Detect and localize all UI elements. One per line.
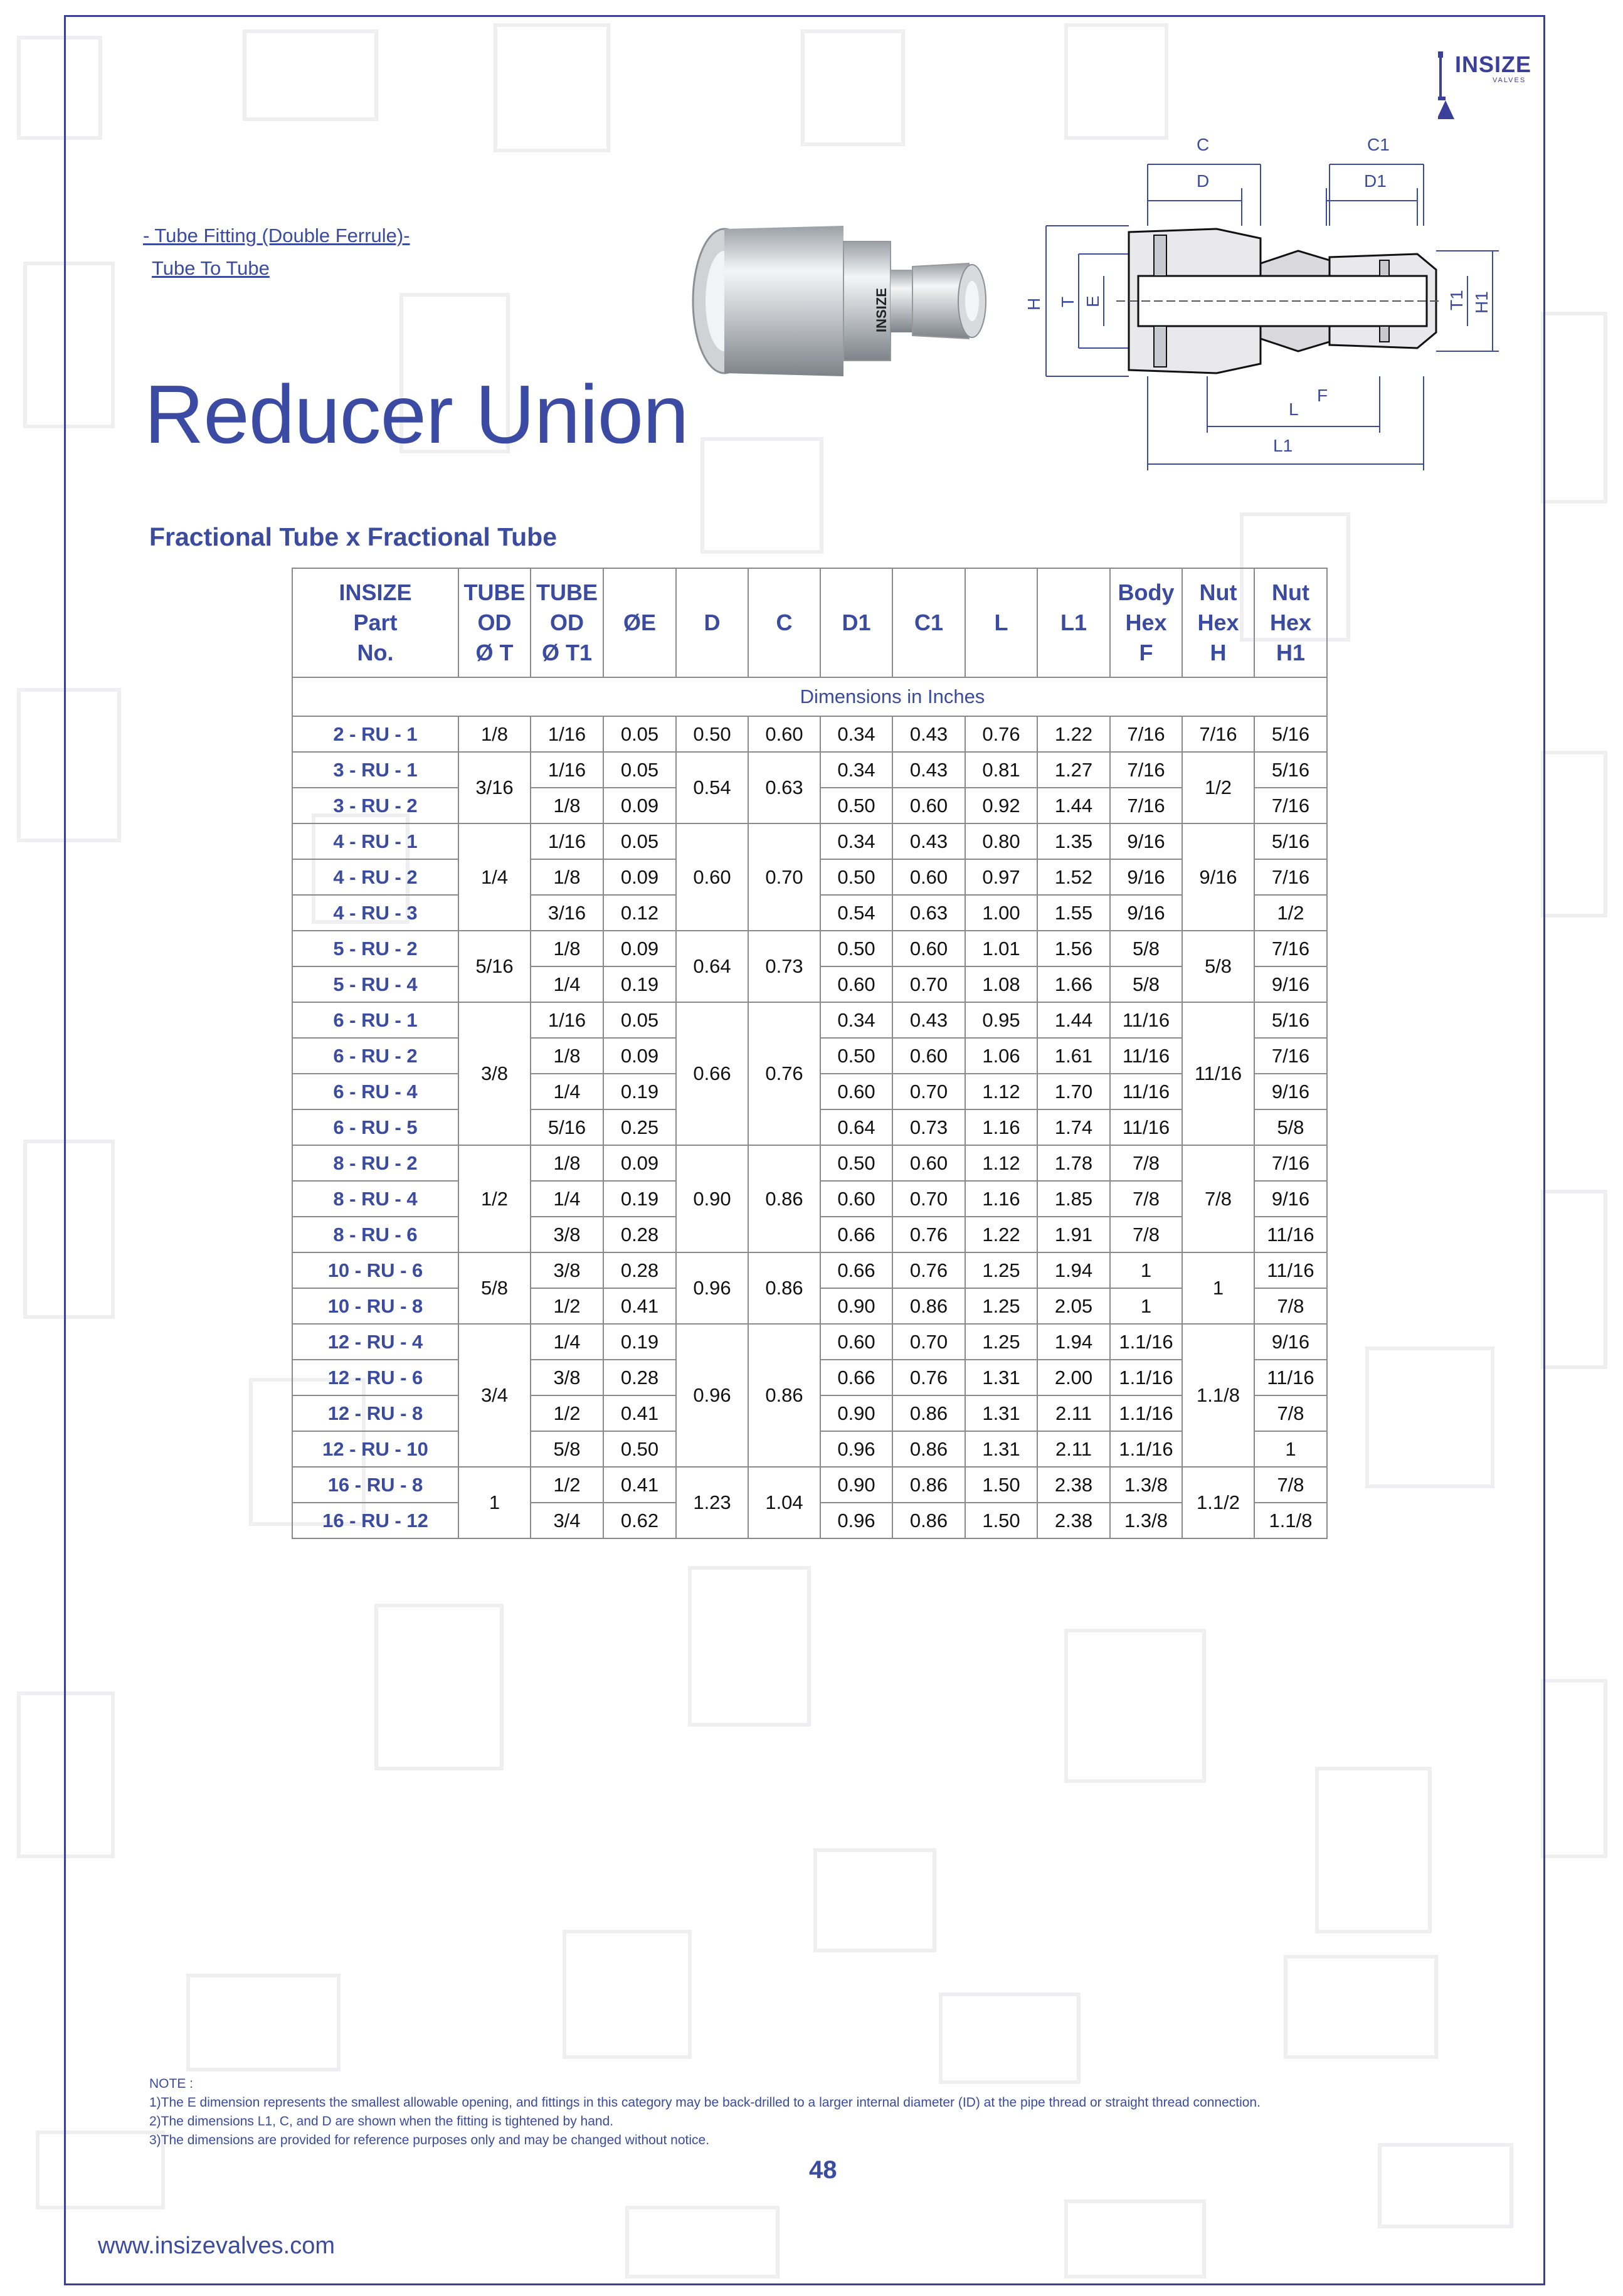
dim-l: 1.50 — [965, 1467, 1037, 1503]
dim-l1: 2.38 — [1037, 1503, 1110, 1538]
tube-od-t: 3/16 — [458, 752, 531, 823]
nut-hex-h1: 5/16 — [1254, 716, 1327, 752]
dim-label-l1: L1 — [1273, 436, 1293, 455]
dim-l1: 1.94 — [1037, 1324, 1110, 1360]
nut-hex-h: 1 — [1182, 1252, 1254, 1324]
body-hex-f: 11/16 — [1110, 1002, 1182, 1038]
dim-l: 0.97 — [965, 859, 1037, 895]
dim-c1: 0.73 — [892, 1109, 965, 1145]
part-number[interactable]: 12 - RU - 8 — [292, 1395, 458, 1431]
part-number[interactable]: 16 - RU - 12 — [292, 1503, 458, 1538]
body-hex-f: 7/16 — [1110, 788, 1182, 823]
nut-hex-h: 5/8 — [1182, 931, 1254, 1002]
dim-l1: 1.56 — [1037, 931, 1110, 966]
nut-hex-h1: 11/16 — [1254, 1252, 1327, 1288]
tube-od-t1: 1/16 — [531, 1002, 603, 1038]
part-number[interactable]: 10 - RU - 6 — [292, 1252, 458, 1288]
tube-od-t1: 1/4 — [531, 1074, 603, 1109]
dim-l1: 2.11 — [1037, 1431, 1110, 1467]
dim-l: 1.16 — [965, 1181, 1037, 1217]
dim-d: 1.23 — [676, 1467, 748, 1538]
part-number[interactable]: 5 - RU - 2 — [292, 931, 458, 966]
dim-c1: 0.70 — [892, 1074, 965, 1109]
dim-e: 0.12 — [603, 895, 676, 931]
dim-e: 0.62 — [603, 1503, 676, 1538]
part-number[interactable]: 3 - RU - 1 — [292, 752, 458, 788]
dim-l: 0.92 — [965, 788, 1037, 823]
brand-name: INSIZE — [1455, 51, 1532, 77]
dim-d: 0.90 — [676, 1145, 748, 1252]
dim-d1: 0.50 — [820, 788, 892, 823]
dim-label-e: E — [1083, 295, 1102, 307]
nut-hex-h1: 7/16 — [1254, 859, 1327, 895]
table-spacer — [292, 677, 458, 716]
dim-l: 0.95 — [965, 1002, 1037, 1038]
dim-c: 0.60 — [748, 716, 820, 752]
dim-l1: 1.22 — [1037, 716, 1110, 752]
dim-label-c1: C1 — [1367, 135, 1390, 154]
tube-od-t1: 3/8 — [531, 1217, 603, 1252]
part-number[interactable]: 4 - RU - 1 — [292, 823, 458, 859]
nut-hex-h1: 9/16 — [1254, 966, 1327, 1002]
body-hex-f: 1.1/16 — [1110, 1324, 1182, 1360]
notes-block — [149, 2075, 1261, 2150]
dim-c1: 0.60 — [892, 931, 965, 966]
part-number[interactable]: 8 - RU - 6 — [292, 1217, 458, 1252]
tube-od-t: 3/4 — [458, 1324, 531, 1467]
dim-d1: 0.90 — [820, 1288, 892, 1324]
table-row — [292, 716, 1327, 752]
dim-d1: 0.66 — [820, 1360, 892, 1395]
photo-stamp: INSIZE — [874, 288, 889, 332]
part-number[interactable]: 5 - RU - 4 — [292, 966, 458, 1002]
tube-od-t: 5/16 — [458, 931, 531, 1002]
nut-hex-h1: 9/16 — [1254, 1181, 1327, 1217]
part-number[interactable]: 6 - RU - 5 — [292, 1109, 458, 1145]
nut-hex-h1: 7/16 — [1254, 931, 1327, 966]
dim-l1: 1.27 — [1037, 752, 1110, 788]
dim-c1: 0.60 — [892, 1038, 965, 1074]
tube-od-t1: 3/4 — [531, 1503, 603, 1538]
tube-od-t: 1 — [458, 1467, 531, 1538]
part-number[interactable]: 12 - RU - 6 — [292, 1360, 458, 1395]
dim-l1: 1.70 — [1037, 1074, 1110, 1109]
dim-l1: 1.61 — [1037, 1038, 1110, 1074]
website-link[interactable]: www.insizevalves.com — [98, 2233, 335, 2259]
dimension-drawing — [1003, 125, 1543, 477]
tube-od-t1: 1/4 — [531, 1324, 603, 1360]
dim-c: 0.86 — [748, 1252, 820, 1324]
body-hex-f: 1 — [1110, 1252, 1182, 1288]
nut-hex-h1: 7/8 — [1254, 1395, 1327, 1431]
dim-label-d: D — [1197, 171, 1210, 191]
dim-c: 0.73 — [748, 931, 820, 1002]
table-row — [292, 1145, 1327, 1181]
body-hex-f: 7/8 — [1110, 1145, 1182, 1181]
nut-hex-h1: 11/16 — [1254, 1360, 1327, 1395]
dim-d1: 0.66 — [820, 1252, 892, 1288]
dim-c1: 0.70 — [892, 1181, 965, 1217]
tube-od-t: 5/8 — [458, 1252, 531, 1324]
col-header-tube-od-t1: TUBE OD Ø T1 — [531, 568, 603, 677]
body-hex-f: 1 — [1110, 1288, 1182, 1324]
dim-l: 0.80 — [965, 823, 1037, 859]
dim-e: 0.19 — [603, 966, 676, 1002]
table-body — [292, 716, 1327, 1538]
nut-hex-h: 1.1/8 — [1182, 1324, 1254, 1467]
dim-c1: 0.86 — [892, 1288, 965, 1324]
nut-hex-h1: 5/16 — [1254, 1002, 1327, 1038]
nut-hex-h: 9/16 — [1182, 823, 1254, 931]
breadcrumb-category[interactable]: - Tube Fitting (Double Ferrule)- — [143, 225, 410, 246]
breadcrumb-subcategory[interactable]: Tube To Tube — [152, 257, 270, 279]
body-hex-f: 11/16 — [1110, 1038, 1182, 1074]
tube-od-t1: 1/2 — [531, 1467, 603, 1503]
page-number: 48 — [809, 2156, 837, 2184]
dim-d1: 0.60 — [820, 1181, 892, 1217]
nut-hex-h1: 5/16 — [1254, 823, 1327, 859]
dim-l1: 1.74 — [1037, 1109, 1110, 1145]
dim-e: 0.09 — [603, 788, 676, 823]
dim-e: 0.28 — [603, 1217, 676, 1252]
dim-c1: 0.76 — [892, 1217, 965, 1252]
dim-c: 1.04 — [748, 1467, 820, 1538]
tube-od-t: 3/8 — [458, 1002, 531, 1145]
dim-l: 0.81 — [965, 752, 1037, 788]
tube-od-t1: 3/8 — [531, 1360, 603, 1395]
dim-l: 1.25 — [965, 1252, 1037, 1288]
col-header-l1: L1 — [1037, 568, 1110, 677]
dim-e: 0.05 — [603, 752, 676, 788]
body-hex-f: 11/16 — [1110, 1074, 1182, 1109]
part-number[interactable]: 3 - RU - 2 — [292, 788, 458, 823]
dim-d1: 0.60 — [820, 1324, 892, 1360]
tube-od-t: 1/2 — [458, 1145, 531, 1252]
table-row — [292, 752, 1327, 788]
body-hex-f: 1.3/8 — [1110, 1467, 1182, 1503]
dim-l1: 1.85 — [1037, 1181, 1110, 1217]
dim-l1: 2.38 — [1037, 1467, 1110, 1503]
dim-l: 1.25 — [965, 1288, 1037, 1324]
dim-c: 0.70 — [748, 823, 820, 931]
part-number[interactable]: 16 - RU - 8 — [292, 1467, 458, 1503]
dim-l1: 1.44 — [1037, 788, 1110, 823]
body-hex-f: 5/8 — [1110, 966, 1182, 1002]
col-header-d: D — [676, 568, 748, 677]
dim-l1: 2.11 — [1037, 1395, 1110, 1431]
dim-label-h1: H1 — [1472, 291, 1491, 314]
nut-hex-h1: 7/8 — [1254, 1467, 1327, 1503]
table-row — [292, 1324, 1327, 1360]
dim-d: 0.60 — [676, 823, 748, 931]
dim-c: 0.86 — [748, 1145, 820, 1252]
nut-hex-h1: 9/16 — [1254, 1074, 1327, 1109]
dim-d1: 0.34 — [820, 752, 892, 788]
dim-d1: 0.50 — [820, 859, 892, 895]
table-row — [292, 823, 1327, 859]
dim-l1: 1.44 — [1037, 1002, 1110, 1038]
dim-label-t: T — [1058, 296, 1077, 307]
dim-l: 1.50 — [965, 1503, 1037, 1538]
dim-l: 1.06 — [965, 1038, 1037, 1074]
dim-d1: 0.90 — [820, 1467, 892, 1503]
col-header-e: ØE — [603, 568, 676, 677]
dim-d1: 0.34 — [820, 823, 892, 859]
nut-hex-h1: 7/16 — [1254, 1038, 1327, 1074]
part-number[interactable]: 6 - RU - 4 — [292, 1074, 458, 1109]
nut-hex-h1: 9/16 — [1254, 1324, 1327, 1360]
body-hex-f: 7/8 — [1110, 1181, 1182, 1217]
dim-c1: 0.70 — [892, 1324, 965, 1360]
nut-hex-h1: 1.1/8 — [1254, 1503, 1327, 1538]
col-header-c1: C1 — [892, 568, 965, 677]
nut-hex-h1: 7/8 — [1254, 1288, 1327, 1324]
dim-d: 0.96 — [676, 1324, 748, 1467]
dim-label-c: C — [1197, 135, 1210, 154]
dim-d1: 0.60 — [820, 966, 892, 1002]
dim-e: 0.41 — [603, 1467, 676, 1503]
dim-e: 0.28 — [603, 1252, 676, 1288]
dim-l: 1.31 — [965, 1431, 1037, 1467]
dim-e: 0.25 — [603, 1109, 676, 1145]
part-number[interactable]: 12 - RU - 4 — [292, 1324, 458, 1360]
dim-c1: 0.86 — [892, 1467, 965, 1503]
dim-d1: 0.34 — [820, 1002, 892, 1038]
tube-od-t1: 1/8 — [531, 1038, 603, 1074]
dim-d1: 0.96 — [820, 1431, 892, 1467]
dim-d1: 0.50 — [820, 931, 892, 966]
table-subtitle: Fractional Tube x Fractional Tube — [149, 522, 558, 551]
nut-hex-h1: 7/16 — [1254, 788, 1327, 823]
dim-c: 0.63 — [748, 752, 820, 823]
dim-d1: 0.54 — [820, 895, 892, 931]
tube-od-t1: 1/8 — [531, 1145, 603, 1181]
dim-l1: 2.00 — [1037, 1360, 1110, 1395]
dim-e: 0.41 — [603, 1288, 676, 1324]
table-row — [292, 1467, 1327, 1503]
col-header-body-hex: Body Hex F — [1110, 568, 1182, 677]
nut-hex-h1: 1/2 — [1254, 895, 1327, 931]
dim-label-l: L — [1289, 399, 1299, 419]
body-hex-f: 11/16 — [1110, 1109, 1182, 1145]
dim-label-t1: T1 — [1447, 290, 1466, 310]
dim-e: 0.19 — [603, 1074, 676, 1109]
dim-d: 0.64 — [676, 931, 748, 1002]
tube-od-t1: 1/8 — [531, 788, 603, 823]
tube-od-t1: 1/2 — [531, 1288, 603, 1324]
table-header-row — [292, 568, 1327, 677]
dim-d: 0.50 — [676, 716, 748, 752]
dim-l: 1.31 — [965, 1395, 1037, 1431]
nut-hex-h: 11/16 — [1182, 1002, 1254, 1145]
part-number[interactable]: 8 - RU - 2 — [292, 1145, 458, 1181]
dim-l: 0.76 — [965, 716, 1037, 752]
dim-c1: 0.60 — [892, 788, 965, 823]
part-number[interactable]: 2 - RU - 1 — [292, 716, 458, 752]
dim-e: 0.09 — [603, 1145, 676, 1181]
dim-c: 0.86 — [748, 1324, 820, 1467]
dim-d1: 0.60 — [820, 1074, 892, 1109]
dim-c1: 0.43 — [892, 823, 965, 859]
dim-c1: 0.70 — [892, 966, 965, 1002]
tube-od-t1: 1/8 — [531, 931, 603, 966]
dim-l: 1.22 — [965, 1217, 1037, 1252]
col-header-l: L — [965, 568, 1037, 677]
dim-l: 1.01 — [965, 931, 1037, 966]
tube-od-t1: 5/8 — [531, 1431, 603, 1467]
table-row — [292, 931, 1327, 966]
dim-e: 0.19 — [603, 1324, 676, 1360]
body-hex-f: 1.1/16 — [1110, 1395, 1182, 1431]
brand-sub: VALVES — [1493, 77, 1526, 84]
dim-e: 0.05 — [603, 1002, 676, 1038]
body-hex-f: 7/16 — [1110, 752, 1182, 788]
col-header-nut-hex-h1: Nut Hex H1 — [1254, 568, 1327, 677]
dim-l: 1.08 — [965, 966, 1037, 1002]
dim-e: 0.41 — [603, 1395, 676, 1431]
part-number[interactable]: 4 - RU - 3 — [292, 895, 458, 931]
nut-hex-h: 1.1/2 — [1182, 1467, 1254, 1538]
col-header-tube-od-t: TUBE OD Ø T — [458, 568, 531, 677]
nut-hex-h1: 5/16 — [1254, 752, 1327, 788]
dim-l1: 1.52 — [1037, 859, 1110, 895]
part-number[interactable]: 6 - RU - 1 — [292, 1002, 458, 1038]
dim-label-d1: D1 — [1364, 171, 1387, 191]
dim-c1: 0.60 — [892, 1145, 965, 1181]
tube-od-t1: 1/16 — [531, 823, 603, 859]
tube-od-t: 1/8 — [458, 716, 531, 752]
dim-l1: 2.05 — [1037, 1288, 1110, 1324]
dim-c1: 0.86 — [892, 1431, 965, 1467]
dim-e: 0.09 — [603, 1038, 676, 1074]
nut-hex-h: 7/16 — [1182, 716, 1254, 752]
dim-c1: 0.43 — [892, 716, 965, 752]
dim-e: 0.19 — [603, 1181, 676, 1217]
reducer-union-photo — [687, 210, 1025, 392]
tube-od-t1: 1/8 — [531, 859, 603, 895]
dim-d: 0.96 — [676, 1252, 748, 1324]
table-row — [292, 1252, 1327, 1288]
dim-e: 0.05 — [603, 716, 676, 752]
part-number[interactable]: 8 - RU - 4 — [292, 1181, 458, 1217]
dim-l1: 1.35 — [1037, 823, 1110, 859]
nut-hex-h1: 5/8 — [1254, 1109, 1327, 1145]
dim-l: 1.25 — [965, 1324, 1037, 1360]
nut-hex-h: 1/2 — [1182, 752, 1254, 823]
nut-hex-h1: 7/16 — [1254, 1145, 1327, 1181]
dim-e: 0.09 — [603, 859, 676, 895]
body-hex-f: 9/16 — [1110, 895, 1182, 931]
note-line-2: 2)The dimensions L1, C, and D are shown when the fitting is tightened by hand. — [149, 2114, 614, 2129]
dim-d1: 0.96 — [820, 1503, 892, 1538]
dim-l: 1.16 — [965, 1109, 1037, 1145]
dim-c1: 0.76 — [892, 1252, 965, 1288]
dim-l: 1.12 — [965, 1145, 1037, 1181]
body-hex-f: 9/16 — [1110, 859, 1182, 895]
page-title: Reducer Union — [144, 368, 689, 460]
body-hex-f: 1.1/16 — [1110, 1431, 1182, 1467]
nut-hex-h1: 1 — [1254, 1431, 1327, 1467]
dim-l: 1.31 — [965, 1360, 1037, 1395]
dim-d1: 0.34 — [820, 716, 892, 752]
tube-od-t: 1/4 — [458, 823, 531, 931]
tube-od-t1: 1/4 — [531, 1181, 603, 1217]
dim-l: 1.12 — [965, 1074, 1037, 1109]
body-hex-f: 1.3/8 — [1110, 1503, 1182, 1538]
dim-e: 0.50 — [603, 1431, 676, 1467]
dim-label-f: F — [1317, 386, 1328, 405]
dim-l1: 1.66 — [1037, 966, 1110, 1002]
body-hex-f: 5/8 — [1110, 931, 1182, 966]
tube-od-t1: 3/16 — [531, 895, 603, 931]
tube-od-t1: 1/2 — [531, 1395, 603, 1431]
dim-c1: 0.63 — [892, 895, 965, 931]
col-header-part: INSIZE Part No. — [292, 568, 458, 677]
nut-hex-h: 7/8 — [1182, 1145, 1254, 1252]
table-row — [292, 1002, 1327, 1038]
col-header-nut-hex-h: Nut Hex H — [1182, 568, 1254, 677]
dim-l1: 1.91 — [1037, 1217, 1110, 1252]
dim-d1: 0.90 — [820, 1395, 892, 1431]
tube-od-t1: 5/16 — [531, 1109, 603, 1145]
tube-od-t1: 1/16 — [531, 716, 603, 752]
dim-c1: 0.43 — [892, 752, 965, 788]
body-hex-f: 7/16 — [1110, 716, 1182, 752]
body-hex-f: 1.1/16 — [1110, 1360, 1182, 1395]
part-number[interactable]: 6 - RU - 2 — [292, 1038, 458, 1074]
dim-e: 0.28 — [603, 1360, 676, 1395]
dim-c1: 0.43 — [892, 1002, 965, 1038]
dim-d: 0.66 — [676, 1002, 748, 1145]
tube-od-t1: 1/4 — [531, 966, 603, 1002]
units-label: Dimensions in Inches — [458, 677, 1327, 716]
dim-label-h: H — [1024, 297, 1044, 310]
part-number[interactable]: 10 - RU - 8 — [292, 1288, 458, 1324]
dim-l1: 1.94 — [1037, 1252, 1110, 1288]
dim-d: 0.54 — [676, 752, 748, 823]
dim-c1: 0.60 — [892, 859, 965, 895]
note-heading: NOTE : — [149, 2076, 194, 2091]
body-hex-f: 9/16 — [1110, 823, 1182, 859]
tube-od-t1: 3/8 — [531, 1252, 603, 1288]
dim-d1: 0.64 — [820, 1109, 892, 1145]
dim-e: 0.05 — [603, 823, 676, 859]
dim-c1: 0.86 — [892, 1395, 965, 1431]
dim-c1: 0.86 — [892, 1503, 965, 1538]
part-number[interactable]: 12 - RU - 10 — [292, 1431, 458, 1467]
col-header-d1: D1 — [820, 568, 892, 677]
dim-c1: 0.76 — [892, 1360, 965, 1395]
dim-l1: 1.55 — [1037, 895, 1110, 931]
dimensions-table — [292, 568, 1328, 1539]
dim-d1: 0.66 — [820, 1217, 892, 1252]
dim-e: 0.09 — [603, 931, 676, 966]
dim-d1: 0.50 — [820, 1038, 892, 1074]
col-header-c: C — [748, 568, 820, 677]
part-number[interactable]: 4 - RU - 2 — [292, 859, 458, 895]
dim-c: 0.76 — [748, 1002, 820, 1145]
nut-hex-h1: 11/16 — [1254, 1217, 1327, 1252]
note-line-3: 3)The dimensions are provided for reference purposes only and may be changed without notice. — [149, 2133, 710, 2147]
note-line-1: 1)The E dimension represents the smallest allowable opening, and fittings in this category may be back-drilled to a larger internal diameter (ID) at the pipe thread or straight thread connection. — [149, 2095, 1261, 2110]
dim-l1: 1.78 — [1037, 1145, 1110, 1181]
body-hex-f: 7/8 — [1110, 1217, 1182, 1252]
dim-d1: 0.50 — [820, 1145, 892, 1181]
tube-od-t1: 1/16 — [531, 752, 603, 788]
dim-l: 1.00 — [965, 895, 1037, 931]
